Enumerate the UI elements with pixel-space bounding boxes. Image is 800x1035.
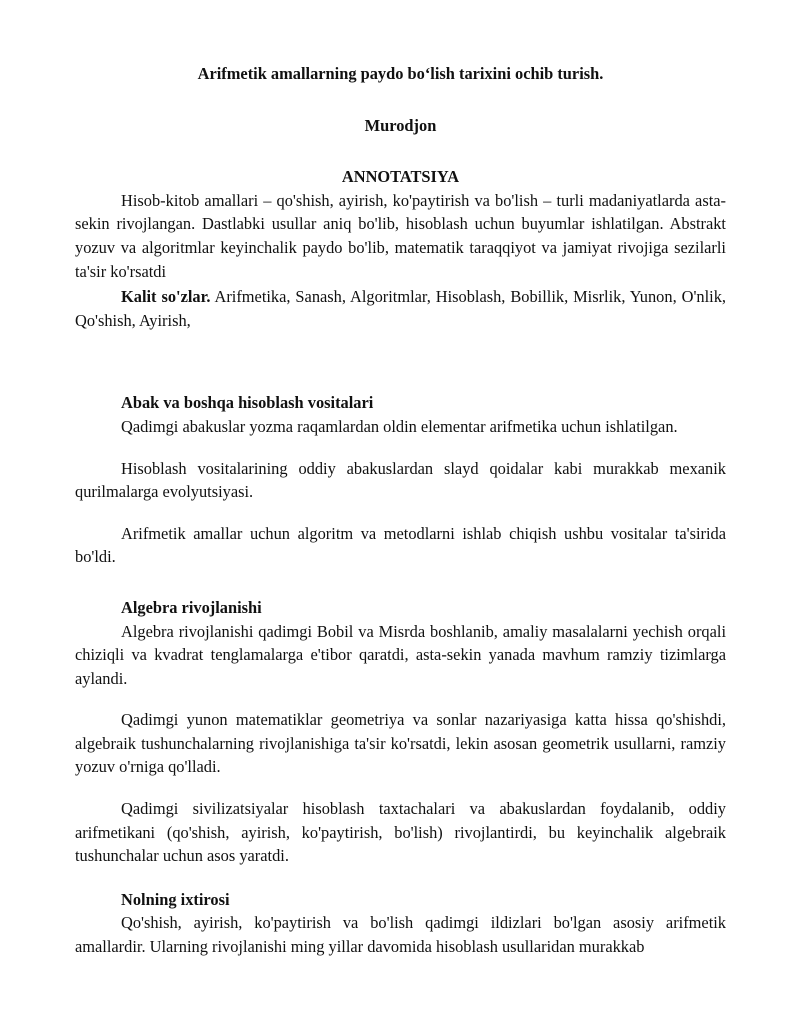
document-title: Arifmetik amallarning paydo bo‘lish tarixini ochib turish. bbox=[197, 64, 604, 83]
annotation-heading: ANNOTATSIYA bbox=[341, 167, 460, 187]
section-paragraph: Qo'shish, ayirish, ko'paytirish va bo'lish qadimgi ildizlari bo'lgan asosiy arifmetik amallardir. Ularning rivojlanishi ming yillar davomida hisoblash usullaridan murakkab bbox=[75, 913, 726, 957]
document-body bbox=[75, 62, 726, 959]
section-paragraph: Hisoblash vositalarining oddiy abakuslardan slayd qoidalar kabi murakkab mexanik qurilmalarga evolyutsiyasi. bbox=[75, 458, 726, 502]
section-heading: Nolning ixtirosi bbox=[121, 889, 230, 909]
annotation-paragraph: Hisob-kitob amallari – qo'shish, ayirish, ko'paytirish va bo'lish – turli madaniyatlarda asta-sekin rivojlangan. Dastlabki usullar aniq bo'lib, hisoblash uchun buyumlar ishlatilgan. Abstrakt yozuv va algoritmlar keyinchalik paydo bo'lib, matematik taraqqiyot va jamiyat rivojiga sezilarli ta'sir ko'rsatdi bbox=[75, 190, 726, 281]
section-paragraph: Qadimgi abakuslar yozma raqamlardan oldin elementar arifmetika uchun ishlatilgan. bbox=[121, 416, 678, 436]
document-author: Murodjon bbox=[364, 115, 437, 135]
section-heading: Algebra rivojlanishi bbox=[121, 597, 262, 617]
section-paragraph: Qadimgi yunon matematiklar geometriya va sonlar nazariyasiga katta hissa qo'shishdi, algebraik tushunchalarning rivojlanishiga ta'sir ko'rsatdi, lekin asosan geometrik usullarni, ramziy yozuv o'rniga qo'lladi. bbox=[75, 710, 726, 777]
keywords-list: Arifmetika, Sanash, Algoritmlar, Hisoblash, Bobillik, Misrlik, Yunon, O'nlik, Qo'shish, Ayirish, bbox=[75, 287, 726, 330]
section-heading: Abak va boshqa hisoblash vositalari bbox=[121, 393, 374, 413]
keywords-paragraph bbox=[75, 285, 726, 332]
section-paragraph: Arifmetik amallar uchun algoritm va metodlarni ishlab chiqish ushbu vositalar ta'sirida bo'ldi. bbox=[75, 523, 726, 567]
section-paragraph: Algebra rivojlanishi qadimgi Bobil va Misrda boshlanib, amaliy masalalarni yechish orqali chiziqli va kvadrat tenglamalarga e'tibor qaratdi, asta-sekin yanada mavhum ramziy tizimlarga aylandi. bbox=[75, 621, 726, 688]
section-paragraph: Qadimgi sivilizatsiyalar hisoblash taxtachalari va abakuslardan foydalanib, oddiy arifmetikani (qo'shish, ayirish, ko'paytirish, bo'lish) rivojlantirdi, bu keyinchalik algebraik tushunchalar uchun asos yaratdi. bbox=[75, 799, 726, 866]
keywords-label: Kalit so'zlar. bbox=[121, 287, 211, 307]
